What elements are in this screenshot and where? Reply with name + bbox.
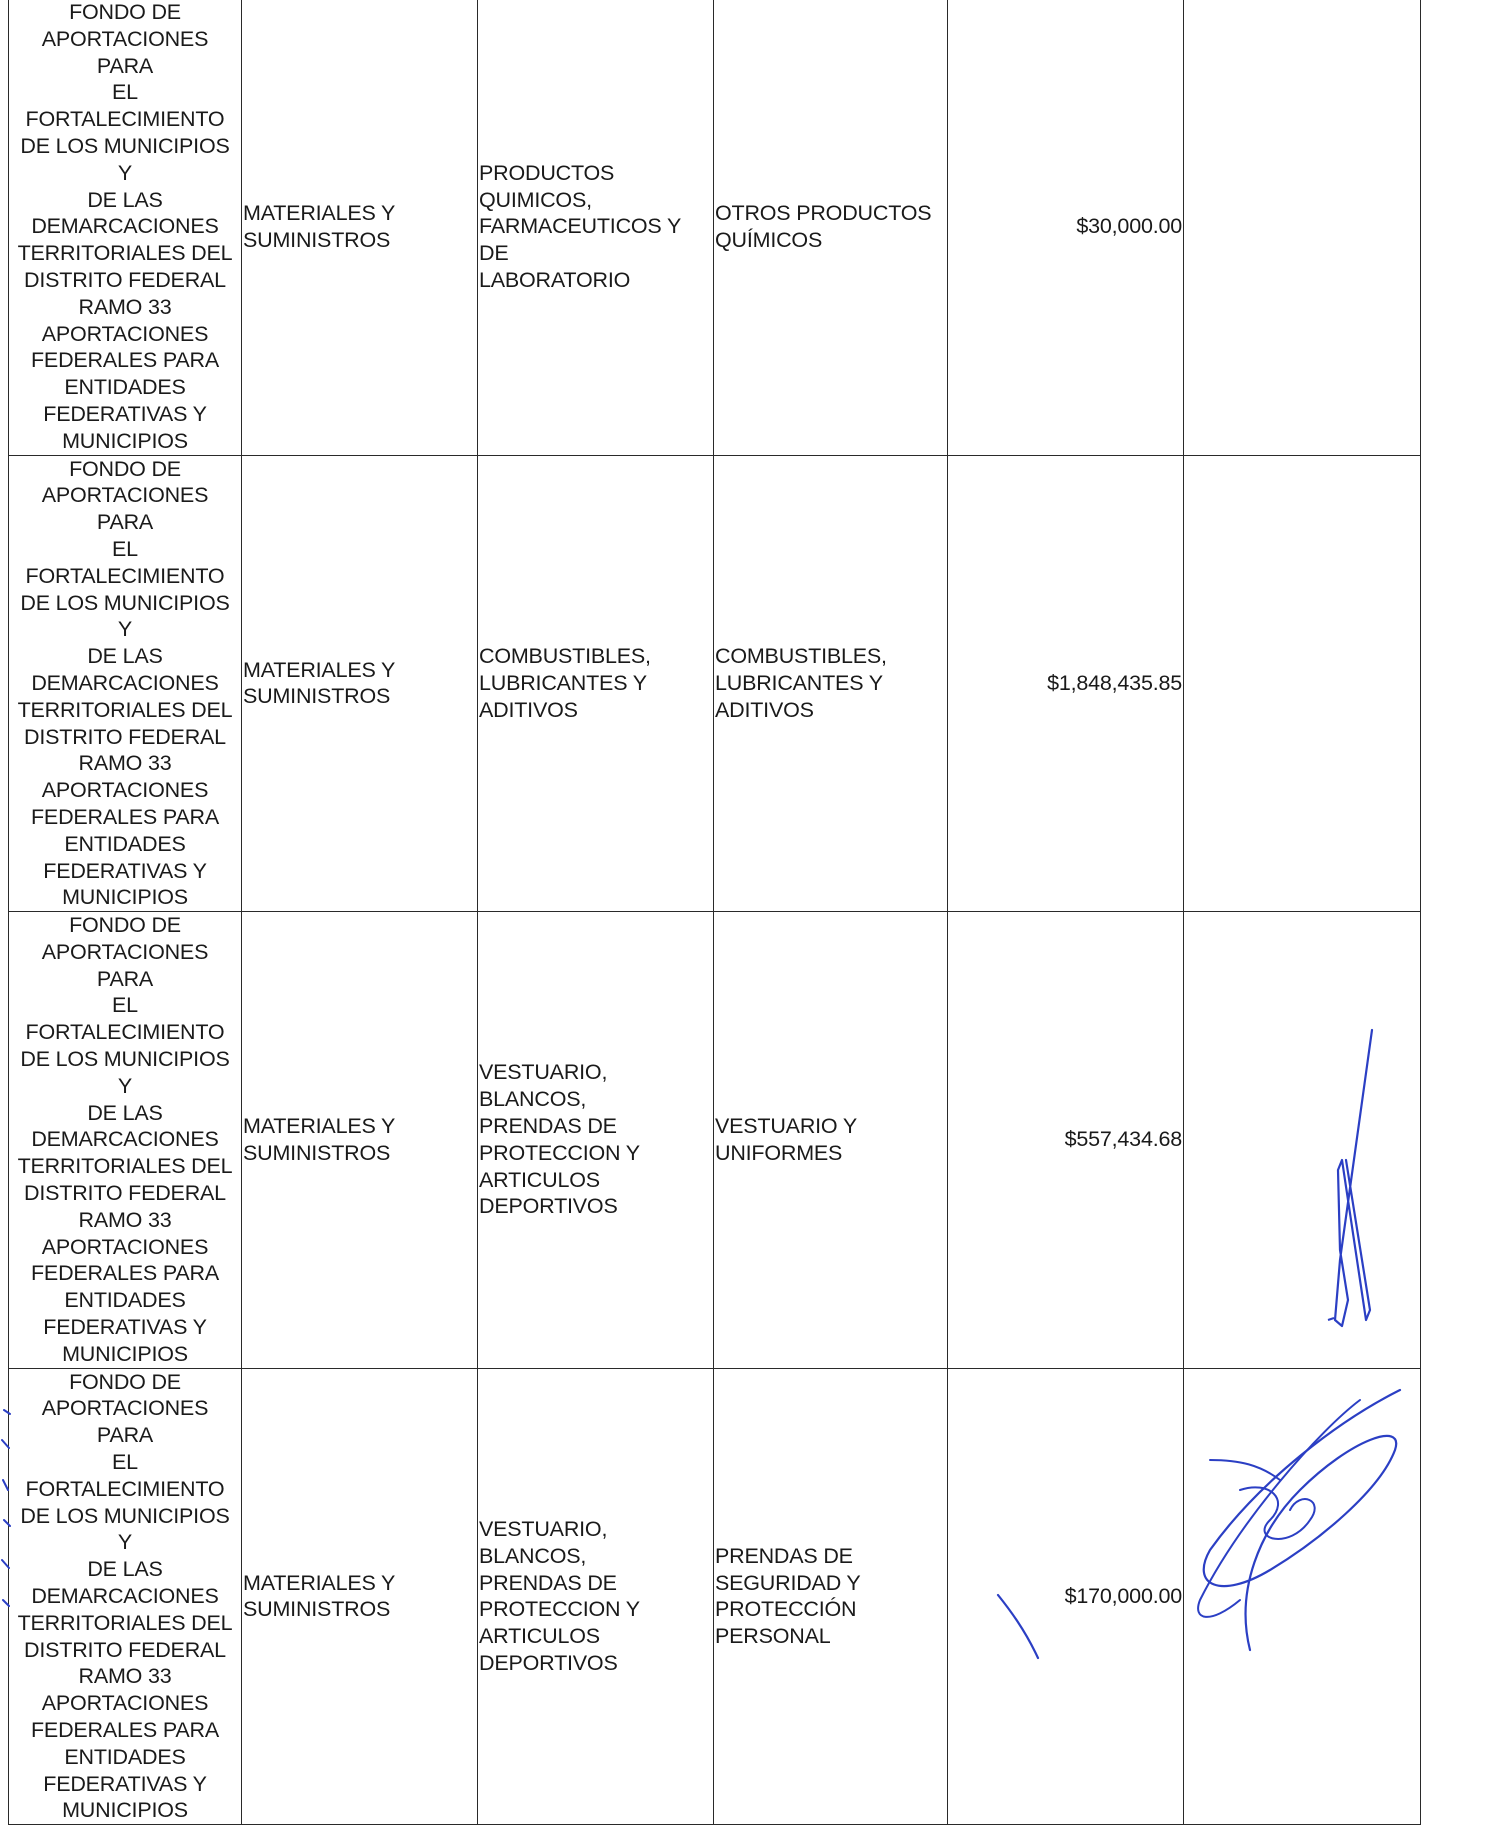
- concepto-cell: VESTUARIO, BLANCOS, PRENDAS DE PROTECCION Y ARTICULOS DEPORTIVOS: [478, 1368, 714, 1825]
- partida-cell: COMBUSTIBLES, LUBRICANTES Y ADITIVOS: [714, 455, 948, 912]
- budget-table: [8, 0, 1421, 1825]
- concepto-cell: PRODUCTOS QUIMICOS, FARMACEUTICOS Y DE LABORATORIO: [478, 0, 714, 455]
- monto-cell: $1,848,435.85: [948, 455, 1184, 912]
- table-row: [9, 912, 1421, 1369]
- concepto-cell: VESTUARIO, BLANCOS, PRENDAS DE PROTECCION Y ARTICULOS DEPORTIVOS: [478, 912, 714, 1369]
- concepto-cell: COMBUSTIBLES, LUBRICANTES Y ADITIVOS: [478, 455, 714, 912]
- capitulo-cell: MATERIALES Y SUMINISTROS: [242, 1368, 478, 1825]
- monto-cell: $170,000.00: [948, 1368, 1184, 1825]
- table-row: [9, 1368, 1421, 1825]
- partida-cell: PRENDAS DE SEGURIDAD Y PROTECCIÓN PERSONAL: [714, 1368, 948, 1825]
- partida-cell: VESTUARIO Y UNIFORMES: [714, 912, 948, 1369]
- table-row: [9, 455, 1421, 912]
- empty-cell: [1184, 912, 1421, 1369]
- fondo-cell: FONDO DE APORTACIONES PARA EL FORTALECIMIENTO DE LOS MUNICIPIOS Y DE LAS DEMARCACIONES TERRITORIALES DEL DISTRITO FEDERAL RAMO 33 APORTACIONES FEDERALES PARA ENTIDADES FEDERATIVAS Y MUNICIPIOS: [9, 912, 242, 1369]
- table-row: [9, 0, 1421, 455]
- monto-cell: $557,434.68: [948, 912, 1184, 1369]
- empty-cell: [1184, 1368, 1421, 1825]
- monto-cell: $30,000.00: [948, 0, 1184, 455]
- capitulo-cell: MATERIALES Y SUMINISTROS: [242, 0, 478, 455]
- empty-cell: [1184, 0, 1421, 455]
- capitulo-cell: MATERIALES Y SUMINISTROS: [242, 455, 478, 912]
- partida-cell: OTROS PRODUCTOS QUÍMICOS: [714, 0, 948, 455]
- fondo-cell: FONDO DE APORTACIONES PARA EL FORTALECIMIENTO DE LOS MUNICIPIOS Y DE LAS DEMARCACIONES TERRITORIALES DEL DISTRITO FEDERAL RAMO 33 APORTACIONES FEDERALES PARA ENTIDADES FEDERATIVAS Y MUNICIPIOS: [9, 1368, 242, 1825]
- empty-cell: [1184, 455, 1421, 912]
- fondo-cell: FONDO DE APORTACIONES PARA EL FORTALECIMIENTO DE LOS MUNICIPIOS Y DE LAS DEMARCACIONES TERRITORIALES DEL DISTRITO FEDERAL RAMO 33 APORTACIONES FEDERALES PARA ENTIDADES FEDERATIVAS Y MUNICIPIOS: [9, 455, 242, 912]
- fondo-cell: FONDO DE APORTACIONES PARA EL FORTALECIMIENTO DE LOS MUNICIPIOS Y DE LAS DEMARCACIONES TERRITORIALES DEL DISTRITO FEDERAL RAMO 33 APORTACIONES FEDERALES PARA ENTIDADES FEDERATIVAS Y MUNICIPIOS: [9, 0, 242, 455]
- capitulo-cell: MATERIALES Y SUMINISTROS: [242, 912, 478, 1369]
